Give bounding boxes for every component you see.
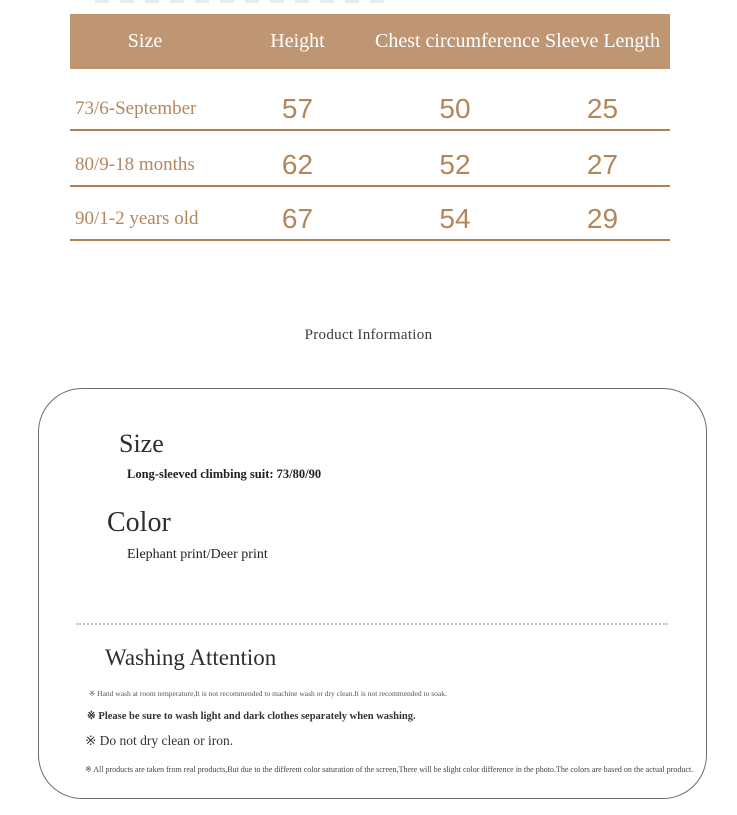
product-info-caption: Product Information bbox=[304, 327, 433, 343]
header-cell-sleeve-length: Sleeve Length bbox=[545, 30, 660, 52]
row-height-value: 62 bbox=[281, 149, 314, 180]
row-size-label: 90/1-2 years old bbox=[75, 208, 199, 229]
product-size-table bbox=[70, 14, 670, 241]
row-sleeve-value: 29 bbox=[586, 203, 619, 234]
color-section-detail: Elephant print/Deer print bbox=[127, 547, 268, 562]
cropped-text-artifact bbox=[95, 0, 390, 3]
table-row bbox=[70, 131, 670, 187]
header-cell-chest-circumference: Chest circumference bbox=[375, 30, 540, 52]
color-section-heading: Color bbox=[107, 507, 171, 538]
row-chest-value: 54 bbox=[439, 203, 471, 234]
row-size-label: 80/9-18 months bbox=[75, 154, 195, 175]
dotted-divider bbox=[76, 623, 668, 625]
row-height-value: 57 bbox=[281, 93, 314, 124]
header-cell-height: Height bbox=[270, 30, 325, 52]
washing-note: ※ Do not dry clean or iron. bbox=[85, 733, 234, 748]
washing-note: ※ Please be sure to wash light and dark clothes separately when washing. bbox=[87, 711, 416, 722]
row-chest-value: 50 bbox=[439, 93, 471, 124]
row-chest-value: 52 bbox=[439, 149, 471, 180]
table-row bbox=[70, 69, 670, 131]
header-cell-size: Size bbox=[127, 30, 163, 52]
size-table-header-row bbox=[70, 14, 670, 69]
washing-note: ※ All products are taken from real products,But due to the different color saturation of the screen,There will be slight color difference in the photo.The colors are based on the actual product. bbox=[85, 765, 694, 774]
size-section-heading: Size bbox=[119, 429, 164, 458]
table-row bbox=[70, 187, 670, 241]
product-info-card bbox=[38, 388, 707, 799]
row-sleeve-value: 27 bbox=[586, 149, 619, 180]
size-section-detail: Long-sleeved climbing suit: 73/80/90 bbox=[127, 467, 322, 481]
washing-note: ※ Hand wash at room temperature,It is not recommended to machine wash or dry clean.It is not recommended to soak. bbox=[89, 689, 447, 698]
row-sleeve-value: 25 bbox=[586, 93, 619, 124]
washing-section-heading: Washing Attention bbox=[105, 645, 277, 670]
row-size-label: 73/6-September bbox=[75, 98, 197, 119]
row-height-value: 67 bbox=[281, 203, 314, 234]
